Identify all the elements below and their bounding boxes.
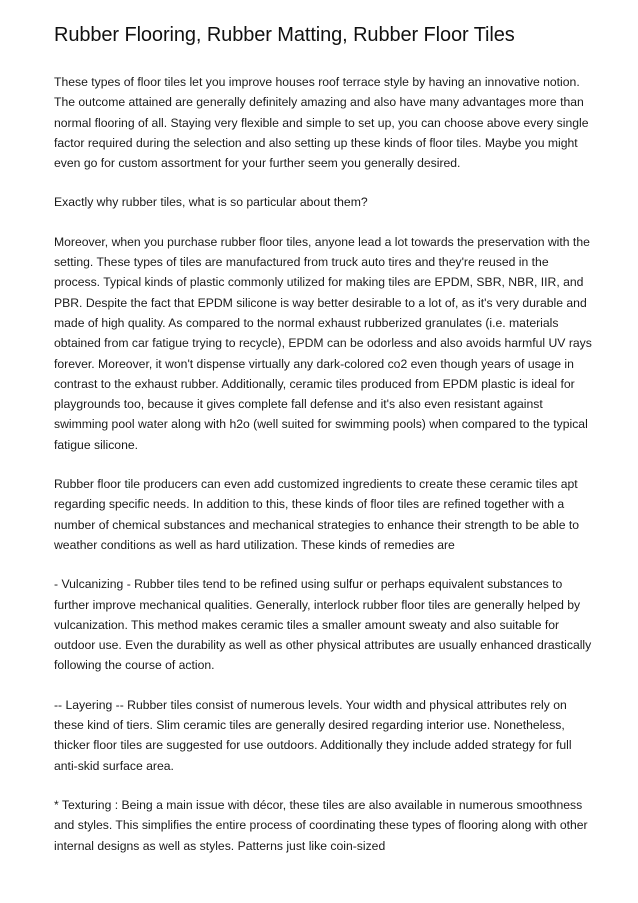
paragraph-producers: Rubber floor tile producers can even add customized ingredients to create these ceramic tiles apt regarding specific needs. In addition to this, these kinds of floor tiles are refined together with a number of chemical substances and mechanical strategies to enhance their strength to be able to weather conditions as well as hard utilization. These kinds of remedies are	[54, 477, 580, 552]
paragraph-intro: These types of floor tiles let you improve houses roof terrace style by having an innovative notion. The outcome attained are generally definitely amazing and also have many advantages more than normal flooring of all. Staying very flexible and simple to set up, you can choose above every single factor required during the selection and also setting up these kinds of floor tiles. Maybe you might even go for custom assortment for your further seem you generally desired.	[54, 75, 589, 171]
page-title: Rubber Flooring, Rubber Matting, Rubber Floor Tiles	[54, 24, 515, 46]
paragraph-texturing: * Texturing : Being a main issue with décor, these tiles are also available in numerous smoothness and styles. This simplifies the entire process of coordinating these types of flooring along with other internal designs as well as styles. Patterns just like coin-sized	[54, 797, 588, 853]
paragraph-vulcanizing: - Vulcanizing - Rubber tiles tend to be refined using sulfur or perhaps equivalent substances to further improve mechanical qualities. Generally, interlock rubber floor tiles are generally helped by vulcanization. This method makes ceramic tiles a smaller amount sweaty and also suitable for outdoor use. Even the durability as well as other physical attributes are usually enhanced drastically following the course of action.	[54, 577, 592, 673]
paragraph-layering: -- Layering -- Rubber tiles consist of numerous levels. Your width and physical attributes rely on these kind of tiers. Slim ceramic tiles are generally desired regarding interior use. Nonetheless, thicker floor tiles are suggested for use outdoors. Additionally they include added strategy for full anti-skid surface area.	[54, 697, 572, 773]
paragraph-preservation: Moreover, when you purchase rubber floor tiles, anyone lead a lot towards the preservation with the setting. These types of tiles are manufactured from truck auto tires and they're reused in the process. Typical kinds of plastic commonly utilized for making tiles are EPDM, SBR, NBR, IIR, and PBR. Despite the fact that EPDM silicone is way better desirable to a lot of, as it's very durable and made of high quality. As compared to the normal exhaust rubberized granulates (i.e. materials obtained from car fatigue trying to recycle), EPDM can be odorless and also avoids harmful UV rays forever. Moreover, it won't dispense virtually any dark-colored co2 even though years of usage in contrast to the exhaust rubber. Additionally, ceramic tiles produced from EPDM plastic is ideal for playgrounds too, because it gives complete fall defense and it's also even resistant against swimming pool water along with h2o (well suited for swimming pools) when compared to the typical fatigue silicone.	[54, 234, 592, 452]
paragraph-question: Exactly why rubber tiles, what is so particular about them?	[54, 195, 368, 210]
